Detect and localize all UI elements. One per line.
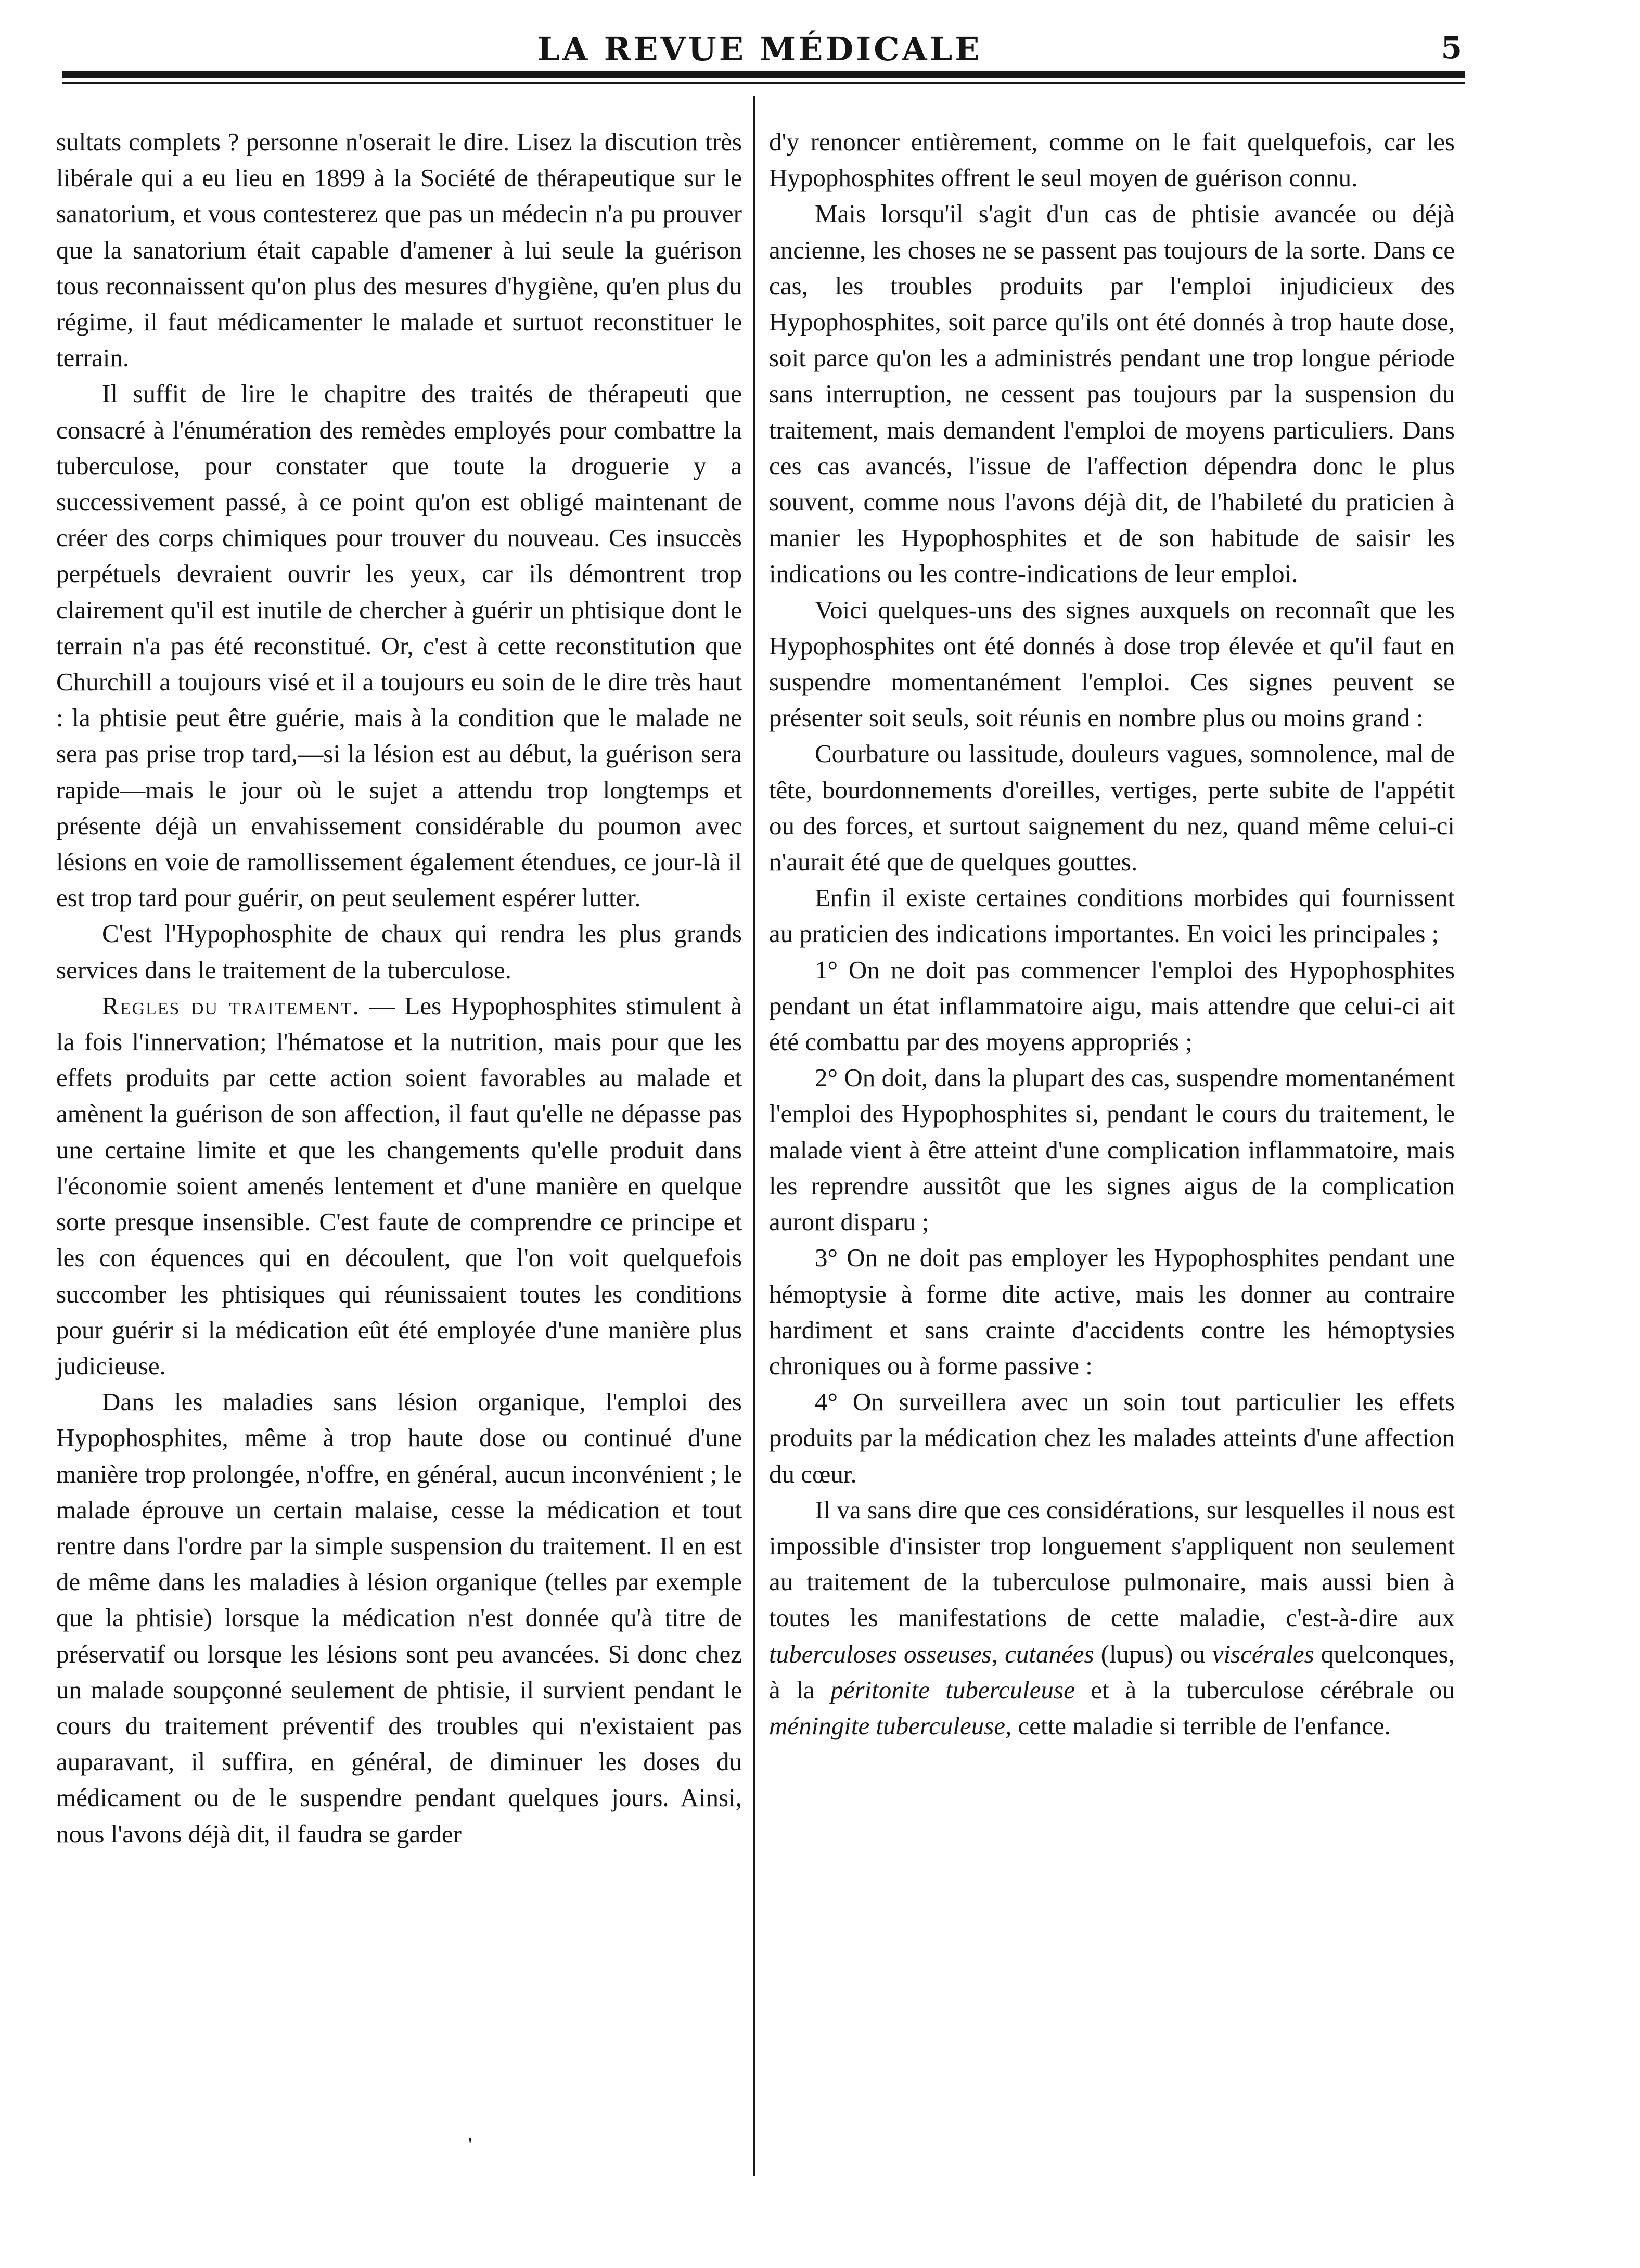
journal-title: LA REVUE MÉDICALE — [537, 30, 982, 68]
paragraph-treatment-rules — [56, 988, 742, 1384]
running-header — [62, 30, 1462, 77]
paragraph: C'est l'Hypophosphite de chaux qui rendra les plus grands services dans le traitement de la tuberculose. — [56, 919, 742, 984]
list-item-4: 4° On surveillera avec un soin tout particulier les effets produits par la médication chez les malades atteints d'une affection du cœur. — [769, 1387, 1455, 1488]
stray-print-mark: ' — [468, 2133, 472, 2157]
paragraph-conclusion — [769, 1492, 1455, 1744]
list-item-3: 3° On ne doit pas employer les Hypophosphites pendant une hémoptysie à forme dite active, mais les donner au contraire hardiment et sans crainte d'accidents contre les hémoptysies chroniques ou à forme passive : — [769, 1243, 1455, 1380]
italic-term: tuberculoses osseuses, cutanées — [769, 1639, 1094, 1668]
paragraph-continuation: sultats complets ? personne n'oserait le dire. Lisez la discution très libérale qui a eu lieu en 1899 à la Société de thérapeutique sur le sanatorium, et vous contesterez que pas un médecin n'a pu prouver que la sanatorium était capable d'amener à lui seule la guérison tous reconnaissent qu'on plus des mesures d'hygiène, qu'en plus du régime, il faut médicamenter le malade et surtuot reconstituer le terrain. — [56, 127, 742, 372]
paragraph: Il suffit de lire le chapitre des traités de thérapeuti que consacré à l'énumération des remèdes employés pour combattre la tuberculose, pour constater que toute la droguerie y a successivement passé, à ce point qu'on est obligé maintenant de créer des corps chimiques pour trouver du nouveau. Ces insuccès perpétuels devraient ouvrir les yeux, car ils démontrent trop clairement qu'il est inutile de chercher à guérir un phtisique dont le terrain n'a pas été reconstitué. Or, c'est à cette reconstitution que Churchill a toujours visé et il a toujours eu soin de le dire très haut : la phtisie peut être guérie, mais à la condition que le malade ne sera pas prise trop tard,—si la lésion est au début, la guérison sera rapide—mais le jour où le sujet a attendu trop longtemps et présente déjà un envahissement considérable du poumon avec lésions en voie de ramollissement également étendues, ce jour-là il est trop tard pour guérir, on peut seulement espérer lutter. — [56, 379, 742, 912]
list-item-1: 1° On ne doit pas commencer l'emploi des Hypophosphites pendant un état inflammatoire aigu, mais attendre que celui-ci ait été combattu par des moyens appropriés ; — [769, 955, 1455, 1056]
text-run: (lupus) ou — [1094, 1639, 1212, 1668]
paragraph: Enfin il existe certaines conditions morbides qui fournissent au praticien des indications importantes. En voici les principales ; — [769, 883, 1455, 948]
header-rule — [62, 71, 1465, 87]
italic-term: viscérales — [1212, 1639, 1314, 1668]
page-number: 5 — [1441, 30, 1462, 66]
column-divider — [753, 96, 755, 2176]
header-rule-thick — [62, 71, 1465, 78]
paragraph: Mais lorsqu'il s'agit d'un cas de phtisie avancée ou déjà ancienne, les choses ne se passent pas toujours de la sorte. Dans ce cas, les troubles produits par l'emploi injudicieux des Hypophosphites, soit parce qu'ils ont été donnés à trop haute dose, soit parce qu'on les a administrés pendant une trop longue période sans interruption, ne cessent pas toujours par la suspension du traitement, mais demandent l'emploi de moyens particuliers. Dans ces cas avancés, l'issue de l'affection dépendra donc le plus souvent, comme nous l'avons déjà dit, de l'habileté du praticien à manier les Hypophosphites et de son habitude de saisir les indications ou les contre-indications de leur emploi. — [769, 199, 1455, 588]
text-run: et à la tuberculose cérébrale ou — [1074, 1675, 1455, 1704]
text-run: quelconques, à la — [769, 1639, 1455, 1704]
right-column — [769, 124, 1455, 1744]
paragraph: Dans les maladies sans lésion organique, l'emploi des Hypophosphites, même à trop haute dose ou continué d'une manière trop prolongée, n'offre, en général, aucun inconvénient ; le malade éprouve un certain malaise, cesse la médication et tout rentre dans l'ordre par la simple suspension du traitement. Il en est de même dans les maladies à lésion organique (telles par exemple que la phtisie) lorsque la médication n'est donnée qu'à titre de préservatif ou lorsque les lésions sont peu avancées. Si donc chez un malade soupçonné seulement de phtisie, il survient pendant le cours du traitement préventif des troubles qui n'existaient pas auparavant, il suffira, en général, de diminuer les doses du médicament ou de le suspendre pendant quelques jours. Ainsi, nous l'avons déjà dit, il faudra se garder — [56, 1387, 742, 1848]
left-column — [56, 124, 742, 1852]
header-rule-thin — [62, 82, 1465, 84]
paragraph-text: — Les Hypophosphites stimulent à la fois l'innervation; l'hématose et la nutrition, mais pour que les effets produits par cette action soient favorables au malade et amènent la guérison de son affection, il faut qu'elle ne dépasse pas une certaine limite et que les changements qu'elle produit dans l'économie soient amenés lentement et d'une manière en quelque sorte presque insensible. C'est faute de comprendre ce principe et les con équences qui en découlent, que l'on voit quelquefois succomber les phtisiques qui réunissaient toutes les conditions pour guérir si la médication eût été employée d'une manière plus judicieuse. — [56, 991, 742, 1380]
text-run: cette maladie si terrible de l'enfance. — [1011, 1711, 1391, 1740]
list-item-2: 2° On doit, dans la plupart des cas, suspendre momentanément l'emploi des Hypophosphites si, pendant le cours du traitement, le malade vient à être atteint d'une complication inflammatoire, mais les reprendre aussitôt que les signes aigus de la complication auront disparu ; — [769, 1063, 1455, 1236]
paragraph-symptoms: Courbature ou lassitude, douleurs vagues, somnolence, mal de tête, bourdonnements d'oreilles, vertiges, perte subite de l'appétit ou des forces, et surtout saignement du nez, quand même celui-ci n'aurait été que de quelques gouttes. — [769, 739, 1455, 877]
italic-term: péritonite tuberculeuse — [830, 1675, 1075, 1704]
italic-term: méningite tuberculeuse, — [769, 1711, 1012, 1740]
section-heading: Regles du traitement. — [102, 991, 360, 1020]
paragraph-continuation: d'y renoncer entièrement, comme on le fait quelquefois, car les Hypophosphites offrent le seul moyen de guérison connu. — [769, 127, 1455, 192]
text-run: Il va sans dire que ces considérations, sur lesquelles il nous est impossible d'insister trop longuement s'appliquent non seulement au traitement de la tuberculose pulmonaire, mais aussi bien à toutes les manifestations de cette maladie, c'est-à-dire aux — [769, 1495, 1455, 1632]
paragraph: Voici quelques-uns des signes auxquels on reconnaît que les Hypophosphites ont été donnés à dose trop élevée et qu'il faut en suspendre momentanément l'emploi. Ces signes peuvent se présenter soit seuls, soit réunis en nombre plus ou moins grand : — [769, 595, 1455, 732]
